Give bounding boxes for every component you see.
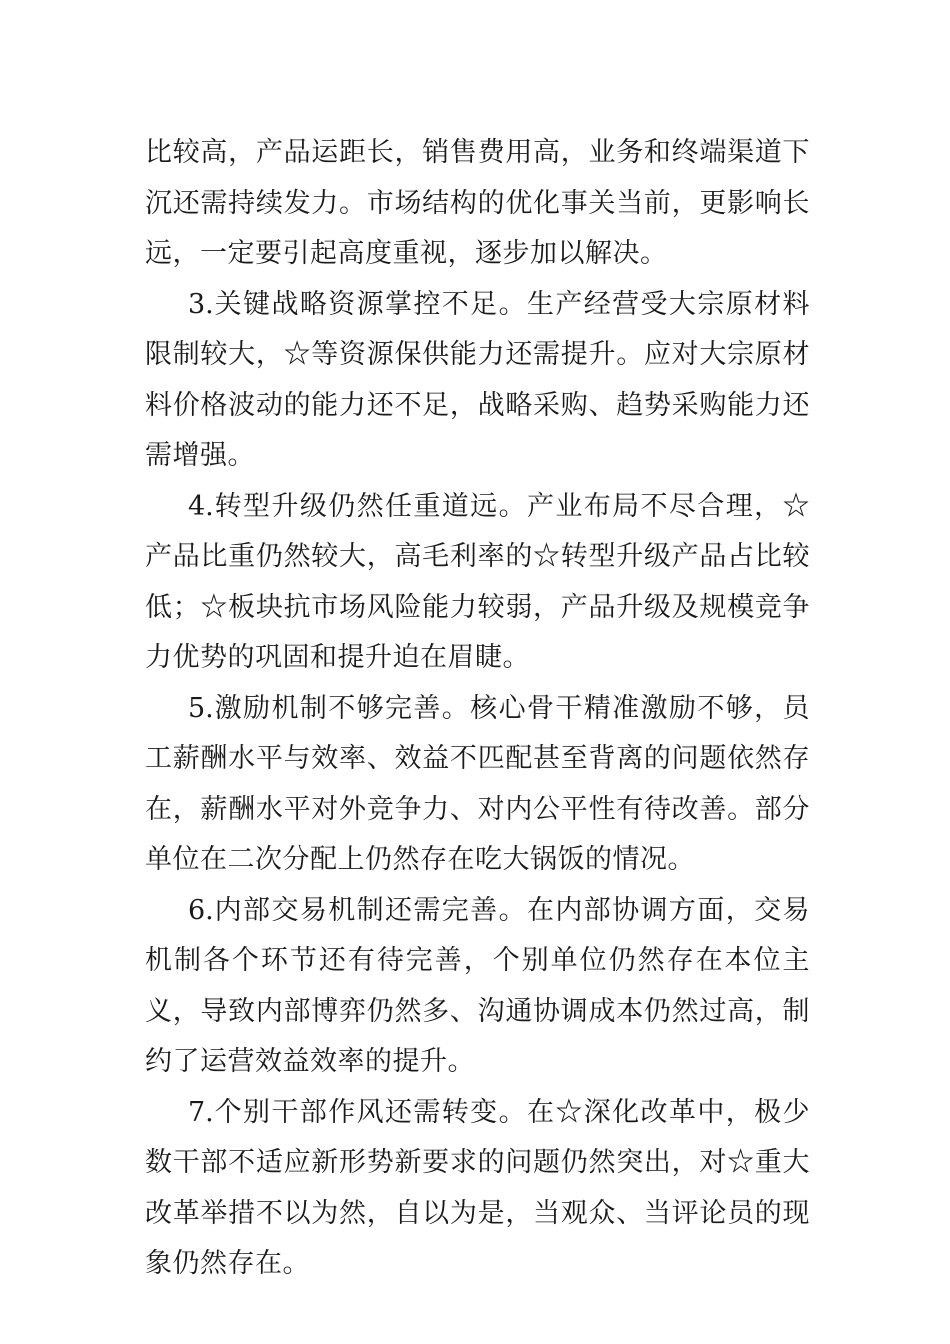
paragraph-item-6	[145, 886, 810, 1088]
paragraph-item-4	[145, 482, 810, 684]
paragraph-number: 6.	[188, 894, 214, 926]
paragraph-text: 激励机制不够完善。核心骨干精准激励不够，员工薪酬水平与效率、效益不匹配甚至背离的问题依然存在，薪酬水平对外竞争力、对内公平性有待改善。部分单位在二次分配上仍然存在吃大锅饭的情况。	[145, 692, 810, 875]
paragraph-number: 5.	[188, 692, 214, 724]
paragraph-text: 关键战略资源掌控不足。生产经营受大宗原材料限制较大，☆等资源保供能力还需提升。应对大宗原材料价格波动的能力还不足，战略采购、趋势采购能力还需增强。	[145, 288, 810, 471]
paragraph-number: 4.	[188, 490, 214, 522]
paragraph-number: 3.	[188, 288, 214, 320]
paragraph-item-7	[145, 1088, 810, 1290]
paragraph-item-5	[145, 684, 810, 886]
document-page	[145, 128, 810, 1290]
paragraph-text: 个别干部作风还需转变。在☆深化改革中，极少数干部不适应新形势新要求的问题仍然突出，对☆重大改革举措不以为然，自以为是，当观众、当评论员的现象仍然存在。	[145, 1096, 810, 1279]
paragraph-text: 转型升级仍然任重道远。产业布局不尽合理，☆产品比重仍然较大，高毛利率的☆转型升级产品占比较低；☆板块抗市场风险能力较弱，产品升级及规模竞争力优势的巩固和提升迫在眉睫。	[145, 490, 810, 673]
paragraph-item-3	[145, 280, 810, 482]
paragraph-text: 内部交易机制还需完善。在内部协调方面，交易机制各个环节还有待完善，个别单位仍然存在本位主义，导致内部博弈仍然多、沟通协调成本仍然过高，制约了运营效益效率的提升。	[145, 894, 810, 1077]
paragraph-continuation	[145, 128, 810, 280]
paragraph-text: 比较高，产品运距长，销售费用高，业务和终端渠道下沉还需持续发力。市场结构的优化事关当前，更影响长远，一定要引起高度重视，逐步加以解决。	[145, 137, 810, 269]
paragraph-number: 7.	[188, 1096, 214, 1128]
